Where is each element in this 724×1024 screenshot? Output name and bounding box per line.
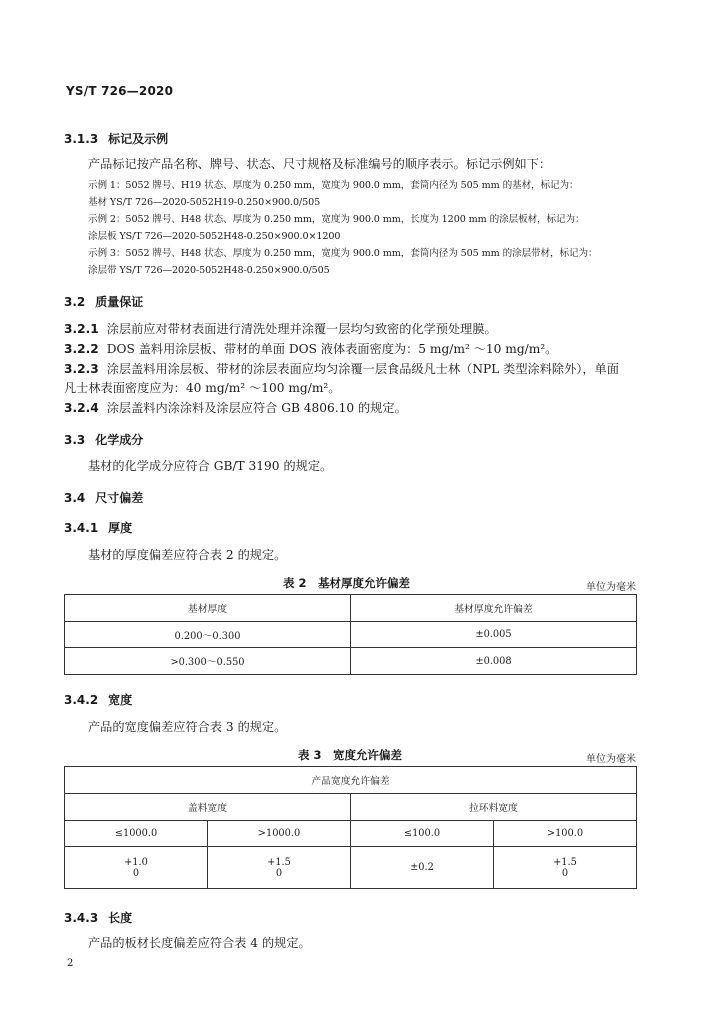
example-2-mark: 涂层板 YS/T 726—2020-5052H48-0.250×900.0×1200	[88, 231, 341, 242]
tolerance-lower: 0	[275, 867, 283, 879]
example-1-mark: 基材 YS/T 726—2020-5052H19-0.250×900.0/505	[88, 197, 321, 208]
table-header-row	[65, 821, 637, 847]
table-cell	[65, 847, 208, 889]
table-cell: ±0.2	[351, 847, 494, 889]
table-header-cell: 基材厚度	[65, 595, 351, 622]
clause-3-2-3-continued: 凡士林表面密度应为：40 mg/m² ～100 mg/m²。	[64, 381, 341, 395]
table-cell	[494, 847, 637, 889]
example-3-mark: 涂层带 YS/T 726—2020-5052H48-0.250×900.0/505	[88, 265, 330, 276]
heading-number: 3.4.1	[64, 521, 99, 535]
heading-title: 尺寸偏差	[95, 491, 144, 505]
heading-3-4-1	[64, 519, 132, 536]
example-3: 示例 3：5052 牌号、H48 状态、厚度为 0.250 mm，宽度为 900.0 mm，套筒内径为 505 mm 的涂层带材，标记为：	[88, 248, 598, 259]
table3-caption: 表 3 宽度允许偏差	[298, 748, 403, 762]
clause-3-2-1	[64, 322, 497, 337]
table2-caption: 表 2 基材厚度允许偏差	[283, 576, 411, 590]
table-row	[65, 847, 637, 889]
table-cell: >0.300～0.550	[65, 648, 351, 675]
heading-title: 标记及示例	[108, 132, 169, 146]
heading-number: 3.4.3	[64, 911, 99, 925]
clause-number: 3.2.1	[64, 322, 99, 336]
clause-number: 3.2.3	[64, 362, 99, 376]
heading-title: 质量保证	[95, 295, 144, 309]
tolerance-upper: +1.5	[553, 856, 577, 868]
clause-text: 涂层盖料内涂涂料及涂层应符合 GB 4806.10 的规定。	[106, 401, 407, 415]
table-header-cell: 拉环料宽度	[351, 794, 637, 821]
clause-number: 3.2.2	[64, 342, 99, 356]
table-header-row	[65, 767, 637, 794]
tolerance-lower: 0	[132, 867, 140, 879]
clause-text: DOS 盖料用涂层板、带材的单面 DOS 液体表面密度为：5 mg/m² ～10 mg/m²。	[106, 342, 558, 356]
page-number: 2	[67, 958, 74, 969]
clause-text: 涂层盖料用涂层板、带材的涂层表面应均匀涂覆一层食品级凡士林（NPL 类型涂料除外），单面	[106, 362, 619, 376]
table-header-row	[65, 794, 637, 821]
chem-text: 基材的化学成分应符合 GB/T 3190 的规定。	[88, 459, 333, 473]
clause-text: 涂层前应对带材表面进行清洗处理并涂覆一层均匀致密的化学预处理膜。	[106, 322, 497, 336]
heading-title: 厚度	[108, 521, 133, 535]
table2-unit: 单位为毫米	[586, 582, 636, 593]
heading-number: 3.4	[64, 491, 86, 505]
heading-3-4-3	[64, 909, 132, 926]
table-header-cell: ≤1000.0	[65, 821, 208, 847]
heading-3-4	[64, 489, 143, 506]
table-header-cell: >100.0	[494, 821, 637, 847]
clause-3-2-3	[64, 362, 619, 377]
heading-number: 3.1.3	[64, 132, 99, 146]
table-header-cell: ≤100.0	[351, 821, 494, 847]
thickness-text: 基材的厚度偏差应符合表 2 的规定。	[88, 548, 287, 562]
table-header-cell: 基材厚度允许偏差	[351, 595, 637, 622]
example-2: 示例 2：5052 牌号、H48 状态、厚度为 0.250 mm，宽度为 900.0 mm，长度为 1200 mm 的涂层板材，标记为：	[88, 214, 585, 225]
table3	[64, 766, 637, 889]
example-1: 示例 1：5052 牌号、H19 状态、厚度为 0.250 mm，宽度为 900.0 mm，套筒内径为 505 mm 的基材，标记为：	[88, 180, 579, 191]
heading-3-3	[64, 431, 143, 448]
heading-3-2	[64, 293, 143, 310]
marking-intro: 产品标记按产品名称、牌号、状态、尺寸规格及标准编号的顺序表示。标记示例如下：	[88, 157, 552, 171]
clause-3-2-4	[64, 401, 407, 416]
table-cell: ±0.005	[351, 622, 637, 648]
heading-3-1-3	[64, 130, 168, 147]
table-cell: 0.200～0.300	[65, 622, 351, 648]
heading-title: 长度	[108, 911, 133, 925]
heading-title: 宽度	[108, 693, 133, 707]
heading-title: 化学成分	[95, 433, 144, 447]
width-text: 产品的宽度偏差应符合表 3 的规定。	[88, 720, 287, 734]
tolerance-upper: +1.0	[124, 856, 148, 868]
heading-number: 3.4.2	[64, 693, 99, 707]
table-cell	[208, 847, 351, 889]
table-header-row	[65, 595, 637, 622]
length-text: 产品的板材长度偏差应符合表 4 的规定。	[88, 936, 311, 950]
table-cell: ±0.008	[351, 648, 637, 675]
table-header-cell: 盖料宽度	[65, 794, 351, 821]
table-header-cell: >1000.0	[208, 821, 351, 847]
heading-number: 3.3	[64, 433, 86, 447]
table3-unit: 单位为毫米	[586, 754, 636, 765]
table2	[64, 594, 637, 675]
doc-header-id: YS/T 726—2020	[66, 84, 174, 98]
heading-3-4-2	[64, 691, 132, 708]
tolerance-upper: +1.5	[267, 856, 291, 868]
table-header-cell: 产品宽度允许偏差	[65, 767, 637, 794]
clause-number: 3.2.4	[64, 401, 99, 415]
clause-3-2-2	[64, 342, 557, 357]
table-row	[65, 648, 637, 675]
tolerance-lower: 0	[561, 867, 569, 879]
table-row	[65, 622, 637, 648]
heading-number: 3.2	[64, 295, 86, 309]
